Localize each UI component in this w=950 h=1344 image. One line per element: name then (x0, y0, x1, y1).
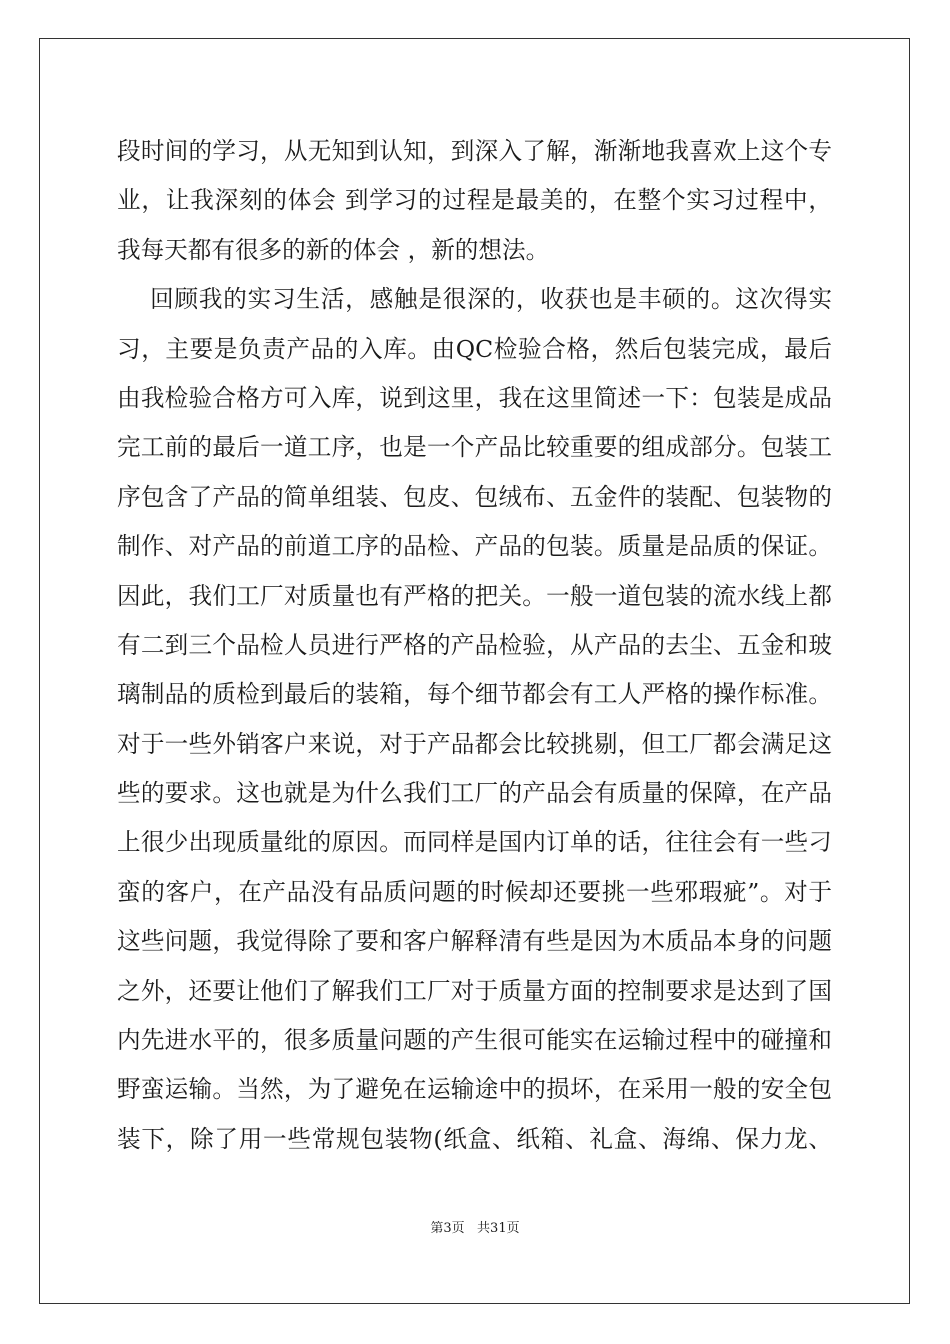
text-line: 对于一些外销客户来说，对于产品都会比较挑剔，但工厂都会满足这 (117, 729, 832, 758)
text-line: 由我检验合格方可入库，说到这里，我在这里简述一下：包装是成品 (117, 383, 832, 412)
text-line: 内先进水平的，很多质量问题的产生很可能实在运输过程中的碰撞和 (117, 1026, 832, 1055)
text-line: 业，让我深刻的体会 到学习的过程是最美的，在整个实习过程中， (117, 186, 832, 215)
text-line: 制作、对产品的前道工序的品检、产品的包装。质量是品质的保证。 (117, 532, 832, 561)
text-line: 之外，还要让他们了解我们工厂对于质量方面的控制要求是达到了国 (117, 976, 832, 1005)
text-line: 序包含了产品的简单组装、包皮、包绒布、五金件的装配、包装物的 (117, 482, 832, 511)
page-number-footer: 第3页 共31页 (430, 1221, 520, 1236)
text-line: 蛮的客户，在产品没有品质问题的时候却还要挑一些邪瑕疵”。对于 (117, 877, 832, 906)
text-line: 段时间的学习，从无知到认知，到深入了解，渐渐地我喜欢上这个专 (117, 137, 832, 165)
text-line: 些的要求。这也就是为什么我们工厂的产品会有质量的保障，在产品 (117, 779, 832, 808)
text-line: 璃制品的质检到最后的装箱，每个细节都会有工人严格的操作标准。 (117, 680, 832, 709)
paragraph-start-line: 回顾我的实习生活，感触是很深的，收获也是丰硕的。这次得实 (117, 285, 832, 314)
text-line: 这些问题，我觉得除了要和客户解释清有些是因为木质品本身的问题 (117, 927, 832, 956)
text-line: 有二到三个品检人员进行严格的产品检验，从产品的去尘、五金和玻 (117, 630, 832, 659)
text-line: 因此，我们工厂对质量也有严格的把关。一般一道包装的流水线上都 (117, 581, 832, 610)
text-line: 完工前的最后一道工序，也是一个产品比较重要的组成部分。包装工 (117, 433, 832, 462)
text-line: 习，主要是负责产品的入库。由QC检验合格，然后包装完成，最后 (117, 334, 832, 363)
document-body (117, 127, 832, 1164)
text-line: 装下，除了用一些常规包装物(纸盒、纸箱、礼盒、海绵、保力龙、 (117, 1124, 832, 1153)
text-line: 上很少出现质量纰的原因。而同样是国内订单的话，往往会有一些刁 (117, 828, 832, 857)
text-line: 我每天都有很多的新的体会 ，新的想法。 (117, 235, 550, 264)
text-line: 野蛮运输。当然，为了避免在运输途中的损坏，在采用一般的安全包 (117, 1075, 832, 1104)
